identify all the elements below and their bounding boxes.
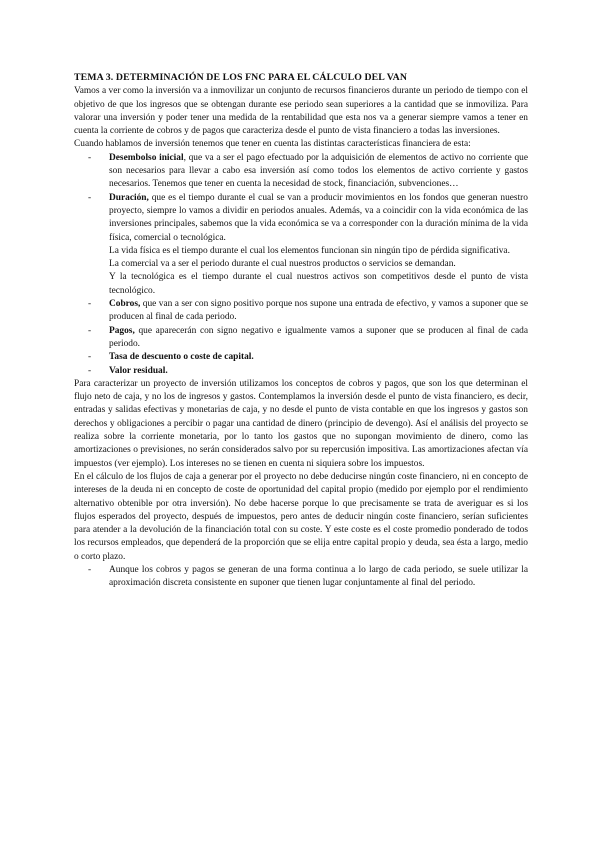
item-term: Pagos,	[109, 325, 135, 336]
list-item-cobros	[74, 298, 528, 325]
vida-tecnologica-text: Y la tecnológica es el tiempo durante el cual nuestros activos son competitivos desde el punto de vista tecnológico.	[109, 272, 528, 296]
item-text: que aparecerán con signo negativo e igualmente vamos a suponer que se producen al final de cada periodo.	[109, 325, 528, 349]
list-item-duracion	[74, 192, 528, 298]
intro-paragraph: Vamos a ver como la inversión va a inmovilizar un conjunto de recursos financieros durante un periodo de tiempo con el objetivo de que los ingresos que se obtengan durante ese periodo sean superiores a la cantidad que se inmoviliza. Para valorar una inversión y poder tener una medida de la rentabilidad que esta nos va a generar siempre vamos a tener en cuenta la corriente de cobros y de pagos que caracteriza desde el punto de vista financiero a todas las inversiones.	[74, 86, 528, 137]
final-list	[74, 564, 528, 591]
vida-fisica-text: La vida física es el tiempo durante el cual los elementos funcionan sin ningún tipo de pérdida significativa.	[109, 245, 510, 256]
bullet-dash: -	[88, 299, 92, 310]
item-text: que van a ser con signo positivo porque nos supone una entrada de efectivo, y vamos a suponer que se producen al final de cada periodo.	[109, 299, 528, 323]
list-item-pagos	[74, 325, 528, 352]
bullet-dash: -	[88, 564, 92, 575]
flujos-caja-paragraph: En el cálculo de los flujos de caja a generar por el proyecto no debe deducirse ningún coste financiero, ni en concepto de intereses de la deuda ni en concepto de coste de oportunidad del capital propio (medido por ejemplo por el rendimiento alternativo obtenible por otra inversión). No debe hacerse porque lo que precisamente se trata de averiguar es si los flujos esperados del proyecto, después de impuestos, pero antes de deducir ningún coste financiero, serían suficientes para atender a la devolución de la financiación total con su coste. Y este coste es el coste promedio ponderado de todos los recursos empleados, que dependerá de la proporción que se elija entre capital propio y deuda, sea ésta a largo, medio o corto plazo.	[74, 471, 528, 562]
bullet-dash: -	[88, 352, 92, 363]
item-text: que es el tiempo durante el cual se van a producir movimientos en los fondos que generan nuestro proyecto, siempre lo vamos a dividir en periodos anuales. Además, va a coincidir con la vida económica de las inversiones principales, sabemos que la vida económica se va a corresponder con la duración mínima de la vida física, comercial o tecnológica.	[109, 192, 528, 243]
list-item-aproximacion	[74, 564, 528, 591]
bullet-dash: -	[88, 325, 92, 336]
cobros-pagos-paragraph: Para caracterizar un proyecto de inversión utilizamos los conceptos de cobros y pagos, que son los que determinan el flujo neto de caja, y no los de ingresos y gastos. Contemplamos la inversión desde el punto de vista financiero, es decir, entradas y salidas efectivas y monetarias de caja, y no desde el punto de vista contable en que los ingresos y gastos son derechos y obligaciones a percibir o pagar una cantidad de dinero (principio de devengo). Así el análisis del proyecto se realiza sobre la corriente monetaria, por lo tanto los gastos que no supongan movimiento de dinero, como las amortizaciones o previsiones, no serán considerados salvo por su repercusión impositiva. Las amortizaciones afectan vía impuestos (ver ejemplo). Los intereses no se tienen en cuenta ni siquiera sobre los impuestos.	[74, 378, 528, 469]
list-item-desembolso	[74, 152, 528, 192]
item-text: , que va a ser el pago efectuado por la adquisición de elementos de activo no corriente que son necesarios para llevar a cabo esa inversión así como todos los elementos de activo corriente y gastos necesarios. Tenemos que tener en cuenta la necesidad de stock, financiación, subvenciones…	[109, 152, 528, 190]
item-term: Valor residual.	[109, 365, 168, 376]
page-title: TEMA 3. DETERMINACIÓN DE LOS FNC PARA EL CÁLCULO DEL VAN	[74, 72, 408, 83]
item-term: Tasa de descuento o coste de capital.	[109, 352, 254, 363]
item-text: Aunque los cobros y pagos se generan de una forma continua a lo largo de cada periodo, se suele utilizar la aproximación discreta consistente en suponer que tienen lugar conjuntamente al final del periodo.	[109, 564, 528, 589]
list-item-valor-residual	[74, 365, 528, 378]
characteristics-intro: Cuando hablamos de inversión tenemos que tener en cuenta las distintas características financiera de esta:	[74, 139, 471, 150]
item-term: Duración,	[109, 192, 149, 203]
bullet-dash: -	[88, 192, 92, 203]
item-term: Desembolso inicial	[109, 152, 184, 163]
list-item-tasa-descuento	[74, 351, 528, 364]
characteristics-list	[74, 152, 528, 378]
vida-comercial-text: La comercial va a ser el periodo durante el cual nuestros productos o servicios se demandan.	[109, 259, 456, 270]
item-term: Cobros,	[109, 299, 141, 310]
bullet-dash: -	[88, 365, 92, 376]
bullet-dash: -	[88, 152, 92, 163]
